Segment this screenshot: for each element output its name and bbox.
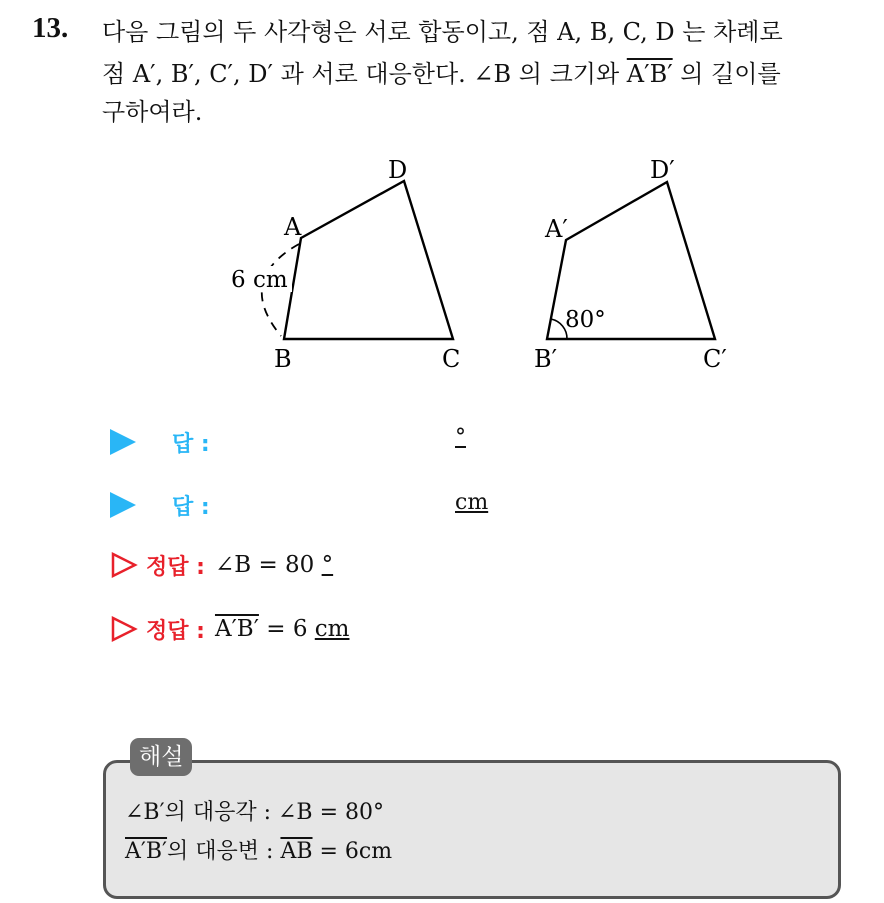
- answer-label: 답 :: [172, 494, 210, 520]
- play-marker-icon: [110, 492, 136, 518]
- outline-triangle-icon: [110, 615, 138, 643]
- label-a: A: [284, 213, 302, 241]
- explanation-line-1: ∠B′의 대응각 : ∠B = 80°: [125, 800, 385, 825]
- length-label-6cm: 6 cm: [231, 267, 288, 293]
- question-line-2: [102, 54, 781, 89]
- label-dp: D′: [650, 156, 675, 184]
- label-b: B: [274, 345, 292, 373]
- answer-row-2: [110, 488, 210, 522]
- angle-label-80: 80°: [565, 307, 606, 333]
- label-d: D: [388, 156, 408, 184]
- answer-unit: cm: [455, 490, 489, 515]
- question-number: 13.: [32, 12, 69, 44]
- correct-value: ∠B = 80: [214, 552, 315, 578]
- correct-answer-2: [215, 616, 350, 642]
- label-ap: A′: [545, 215, 568, 243]
- correct-segment: A′B′: [214, 616, 259, 642]
- quadrilateral-abcd: [284, 181, 453, 339]
- segment-ab: $\overline{AB}$: [280, 839, 313, 864]
- question-line-1: 다음 그림의 두 사각형은 서로 합동이고, 점 A, B, C, D 는 차례로: [102, 18, 783, 46]
- label-bp: B′: [534, 345, 558, 373]
- answer-label: 답 :: [172, 431, 210, 457]
- correct-unit: cm: [314, 616, 350, 642]
- explanation-text: = 6cm: [312, 839, 393, 864]
- segment-apbp: A′B′: [125, 839, 168, 864]
- explanation-tag: 해설: [130, 738, 192, 776]
- answer-row-1: [110, 425, 210, 459]
- label-cp: C′: [703, 345, 727, 373]
- correct-answer-1: [215, 552, 333, 578]
- answer-blank-2[interactable]: [455, 490, 488, 515]
- question-line-2-text: 점 A′, B′, C′, D′ 과 서로 대응한다. ∠B 의 크기와: [102, 60, 620, 88]
- answer-blank-1[interactable]: [455, 425, 466, 450]
- correct-row-2: [110, 612, 349, 646]
- explanation-text: 의 대응변 :: [167, 839, 281, 864]
- answer-unit: °: [455, 425, 466, 450]
- explanation-box: [103, 760, 841, 899]
- correct-row-1: [110, 548, 333, 582]
- correct-unit: °: [321, 552, 334, 578]
- correct-value: = 6: [258, 616, 308, 642]
- segment-apbp: A′B′: [626, 60, 673, 88]
- correct-label: 정답 :: [146, 618, 205, 644]
- outline-triangle-icon: [110, 551, 138, 579]
- quadrilateral-figure: [0, 150, 884, 380]
- play-marker-icon: [110, 429, 136, 455]
- question-line-2-end: 의 길이를: [680, 60, 781, 88]
- question-line-3: 구하여라.: [102, 98, 203, 126]
- explanation-line-2: [125, 834, 392, 865]
- label-c: C: [442, 345, 461, 373]
- correct-label: 정답 :: [146, 554, 205, 580]
